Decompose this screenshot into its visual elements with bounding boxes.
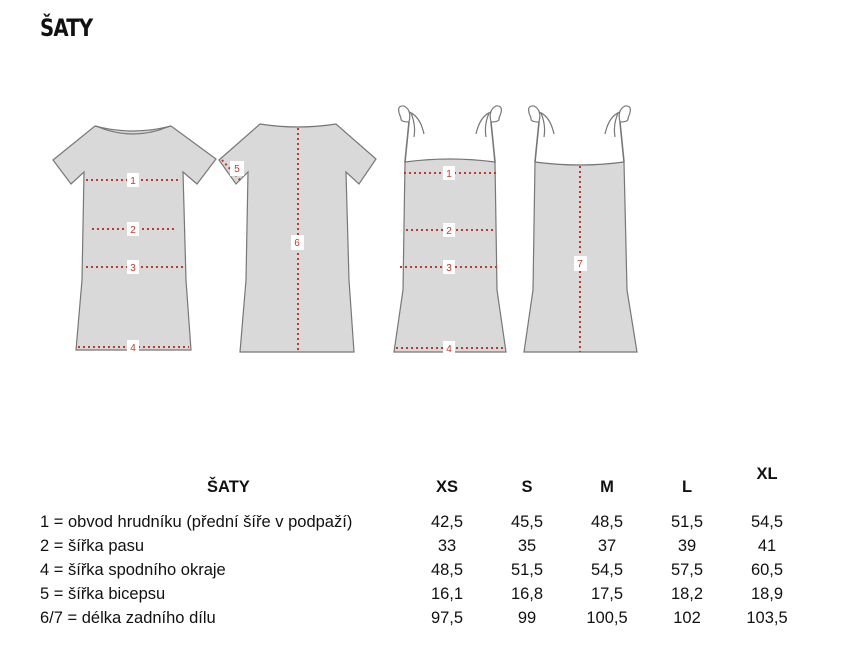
table-cell: 42,5 [430,513,464,531]
size-header-m: M [600,478,614,496]
table-cell: 99 [517,609,537,627]
table-cell: 51,5 [670,513,704,531]
table-cell: 39 [677,537,697,555]
table-row-label: 5 = šířka bicepsu [40,585,166,603]
table-row-label: 4 = šířka spodního okraje [40,561,226,579]
table-cell: 16,1 [430,585,464,603]
table-cell: 48,5 [430,561,464,579]
svg-text:3: 3 [130,263,136,274]
table-heading: ŠATY [207,478,250,496]
table-cell: 103,5 [746,609,788,627]
svg-text:4: 4 [446,344,452,355]
svg-text:6: 6 [294,238,300,249]
table-cell: 45,5 [510,513,544,531]
table-cell: 18,2 [670,585,704,603]
table-row-label: 2 = šířka pasu [40,537,145,555]
svg-text:3: 3 [446,263,452,274]
table-cell: 16,8 [510,585,544,603]
table-cell: 18,9 [750,585,784,603]
svg-text:2: 2 [130,225,136,236]
table-row-label: 1 = obvod hrudníku (přední šíře v podpaží) [40,513,353,531]
table-cell: 97,5 [430,609,464,627]
size-header-s: S [521,478,533,496]
table-cell: 37 [597,537,617,555]
table-cell: 51,5 [510,561,544,579]
table-cell: 54,5 [750,513,784,531]
table-cell: 57,5 [670,561,704,579]
table-cell: 54,5 [590,561,624,579]
table-cell: 60,5 [750,561,784,579]
table-cell: 17,5 [590,585,624,603]
table-cell: 100,5 [586,609,628,627]
page-title: ŠATY [40,14,93,42]
table-cell: 48,5 [590,513,624,531]
size-header-xl: XL [756,465,778,483]
svg-text:7: 7 [577,259,583,270]
svg-text:2: 2 [446,226,452,237]
svg-text:1: 1 [130,176,136,187]
svg-text:4: 4 [130,343,136,354]
table-cell: 33 [437,537,457,555]
size-header-l: L [681,478,693,496]
svg-text:1: 1 [446,169,452,180]
size-header-xs: XS [435,478,458,496]
table-cell: 102 [673,609,701,627]
table-row-label: 6/7 = délka zadního dílu [40,609,216,627]
svg-text:5: 5 [234,164,240,175]
table-cell: 41 [757,537,777,555]
table-cell: 35 [517,537,537,555]
